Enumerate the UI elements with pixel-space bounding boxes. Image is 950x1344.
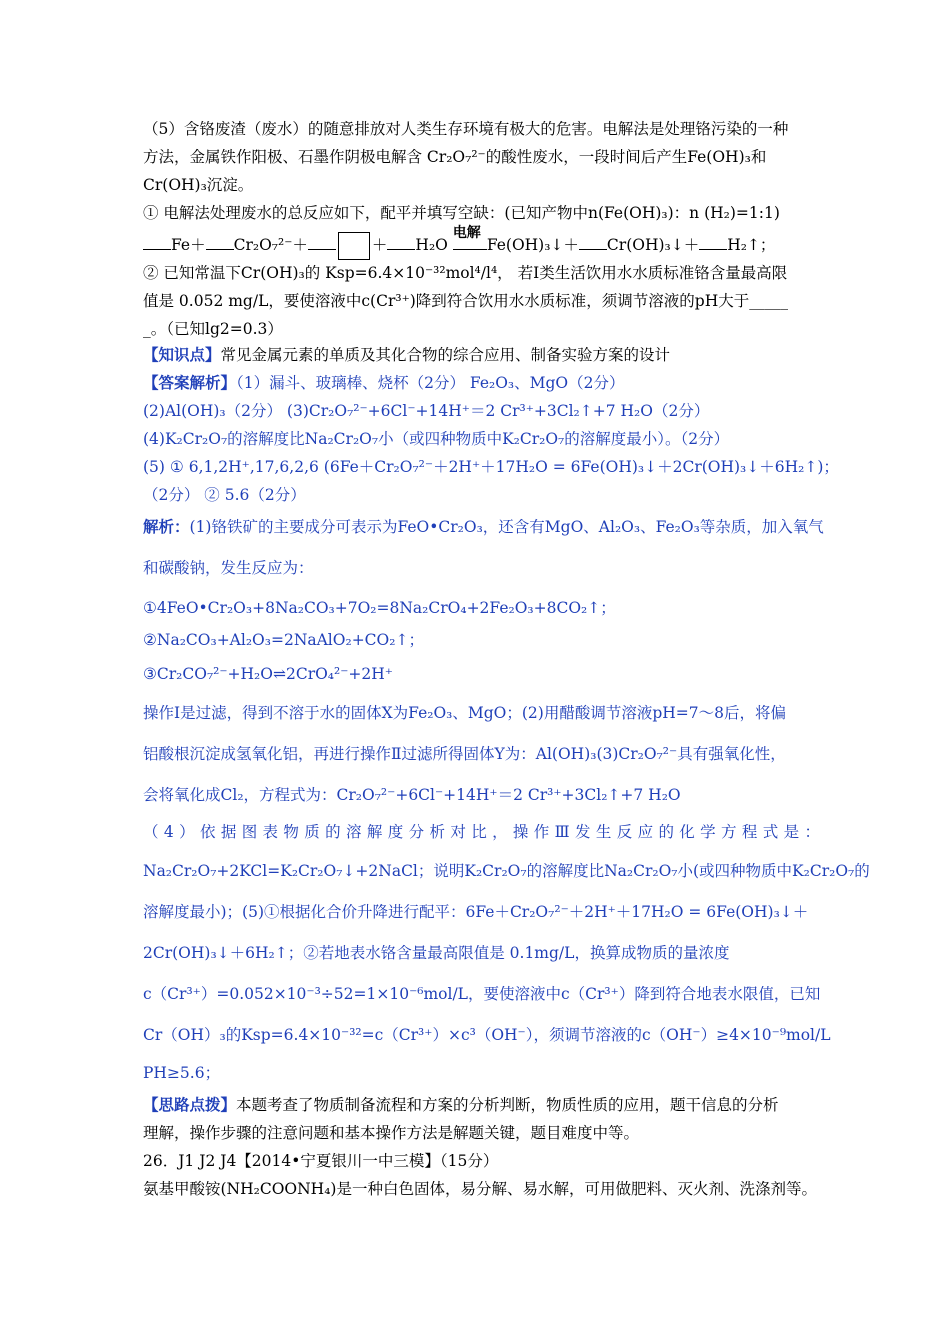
knowledge-tag: 【知识点】 <box>143 345 221 364</box>
q5-line-1: （5）含铬废渣（废水）的随意排放对人类生存环境有极大的危害。电解法是处理铬污染的一种 <box>143 120 789 138</box>
answer-line-2: (2)Al(OH)₃（2分） (3)Cr₂O₇²⁻+6Cl⁻+14H⁺＝2 Cr³⁺+3Cl₂↑+7 H₂O（2分） <box>143 402 710 420</box>
eq-condition: 电解 <box>452 225 481 241</box>
blank-4 <box>387 235 415 250</box>
hint-tag: 【思路点拨】 <box>143 1095 237 1114</box>
electrolysis-arrow <box>452 225 487 256</box>
q5-line-3: Cr(OH)₃沉淀。 <box>143 176 254 194</box>
blank-5 <box>579 235 607 250</box>
q26-header: 26．J1 J2 J4【2014•宁夏银川一中三模】（15分） <box>143 1152 499 1170</box>
analysis-line-10: c（Cr³⁺）=0.052×10⁻³÷52=1×10⁻⁶mol/L，要使溶液中c（Cr³⁺）降到符合地表水限值，已知 <box>143 985 821 1003</box>
eq-feoh3: Fe(OH)₃↓＋ <box>486 236 579 254</box>
analysis-reaction-1: ①4FeO•Cr₂O₃+8Na₂CO₃+7O₂=8Na₂CrO₄+2Fe₂O₃+8CO₂↑； <box>143 599 616 617</box>
analysis-line-11: Cr（OH）₃的Ksp=6.4×10⁻³²=c（Cr³⁺）×c³（OH⁻），须调节溶液的c（OH⁻）≥4×10⁻⁹mol/L <box>143 1026 831 1044</box>
analysis-line-2: 和碳酸钠，发生反应为： <box>143 559 314 577</box>
blank-2 <box>206 235 234 250</box>
analysis-text-1: (1)铬铁矿的主要成分可表示为FeO•Cr₂O₃，还含有MgO、Al₂O₃、Fe₂O₃等杂质，加入氧气 <box>189 518 824 536</box>
q5-line-2: 方法，金属铁作阳极、石墨作阴极电解含 Cr₂O₇²⁻的酸性废水，一段时间后产生Fe(OH)₃和 <box>143 148 767 166</box>
blank-1 <box>143 235 171 250</box>
answer-tag: 【答案解析】 <box>143 373 237 392</box>
eq-h2o: H₂O <box>415 236 448 254</box>
q5-line-7: 值是 0.052 mg/L，要使溶液中c(Cr³⁺)降到符合饮用水水质标准，须调节溶液的pH大于_____ <box>143 292 788 310</box>
eq-croh3: Cr(OH)₃↓＋ <box>606 236 700 254</box>
answer-box <box>338 232 370 260</box>
analysis-reaction-3: ③Cr₂CO₇²⁻+H₂O⇌2CrO₄²⁻+2H⁺ <box>143 665 393 683</box>
answer-line-5: （2分） ② 5.6（2分） <box>143 486 306 504</box>
analysis-line-12: PH≥5.6； <box>143 1064 221 1082</box>
analysis-line-5: 会将氧化成Cl₂，方程式为：Cr₂O₇²⁻+6Cl⁻+14H⁺＝2 Cr³⁺+3Cl₂↑+7 H₂O <box>143 786 681 804</box>
analysis-line-7: Na₂Cr₂O₇+2KCl=K₂Cr₂O₇↓+2NaCl；说明K₂Cr₂O₇的溶解度比Na₂Cr₂O₇小(或四种物质中K₂Cr₂O₇的 <box>143 862 870 880</box>
answer-text-1: （1）漏斗、玻璃棒、烧杯（2分） Fe₂O₃、MgO（2分） <box>236 374 625 392</box>
q5-line-4: ① 电解法处理废水的总反应如下，配平并填写空缺：(已知产物中n(Fe(OH)₃)：n (H₂)=1:1) <box>143 204 780 222</box>
knowledge-point <box>143 344 820 366</box>
analysis-line-9: 2Cr(OH)₃↓＋6H₂↑；②若地表水铬含量最高限值是 0.1mg/L，换算成物质的量浓度 <box>143 944 730 962</box>
q5-equation <box>143 225 820 260</box>
hint-text-1: 本题考查了物质制备流程和方案的分析判断，物质性质的应用，题干信息的分析 <box>236 1096 779 1114</box>
analysis-reaction-2: ②Na₂CO₃+Al₂O₃=2NaAlO₂+CO₂↑； <box>143 631 424 649</box>
analysis-line-1 <box>143 516 824 538</box>
q5-line-8: _。（已知lg2=0.3） <box>143 320 283 338</box>
eq-cr2o7: Cr₂O₇²⁻＋ <box>233 236 308 254</box>
eq-h2: H₂↑； <box>727 236 776 254</box>
answer-line-1 <box>143 372 820 394</box>
analysis-tag: 解析： <box>143 517 190 536</box>
hint-line-2: 理解，操作步骤的注意问题和基本操作方法是解题关键，题目难度中等。 <box>143 1124 640 1142</box>
blank-6 <box>699 235 727 250</box>
knowledge-text: 常见金属元素的单质及其化合物的综合应用、制备实验方案的设计 <box>220 346 671 364</box>
analysis-line-6: （4）依据图表物质的溶解度分析对比，操作Ⅲ发生反应的化学方程式是： <box>143 823 820 841</box>
answer-line-4: (5) ① 6,1,2H⁺,17,6,2,6 (6Fe＋Cr₂O₇²⁻＋2H⁺＋17H₂O = 6Fe(OH)₃↓＋2Cr(OH)₃↓＋6H₂↑)； <box>143 458 839 476</box>
answer-line-3: (4)K₂Cr₂O₇的溶解度比Na₂Cr₂O₇小（或四种物质中K₂Cr₂O₇的溶解度最小）。（2分） <box>143 430 730 448</box>
q5-line-6: ② 已知常温下Cr(OH)₃的 Ksp=6.4×10⁻³²mol⁴/l⁴， 若Ⅰ类生活饮用水水质标准铬含量最高限 <box>143 264 788 282</box>
analysis-line-8: 溶解度最小)；(5)①根据化合价升降进行配平：6Fe＋Cr₂O₇²⁻＋2H⁺＋17H₂O = 6Fe(OH)₃↓＋ <box>143 903 809 921</box>
analysis-line-3: 操作Ⅰ是过滤，得到不溶于水的固体X为Fe₂O₃、MgO；(2)用醋酸调节溶液pH=7～8后，将偏 <box>143 704 786 722</box>
hint-line-1 <box>143 1094 820 1116</box>
analysis-line-4: 铝酸根沉淀成氢氧化铝，再进行操作Ⅱ过滤所得固体Y为：Al(OH)₃(3)Cr₂O₇²⁻具有强氧化性， <box>143 745 786 763</box>
eq-plus: ＋ <box>371 236 388 254</box>
q26-line-2: 氨基甲酸铵(NH₂COONH₄)是一种白色固体，易分解、易水解，可用做肥料、灭火剂、洗涤剂等。 <box>143 1180 817 1198</box>
eq-fe: Fe＋ <box>171 236 206 254</box>
blank-3 <box>308 235 336 250</box>
